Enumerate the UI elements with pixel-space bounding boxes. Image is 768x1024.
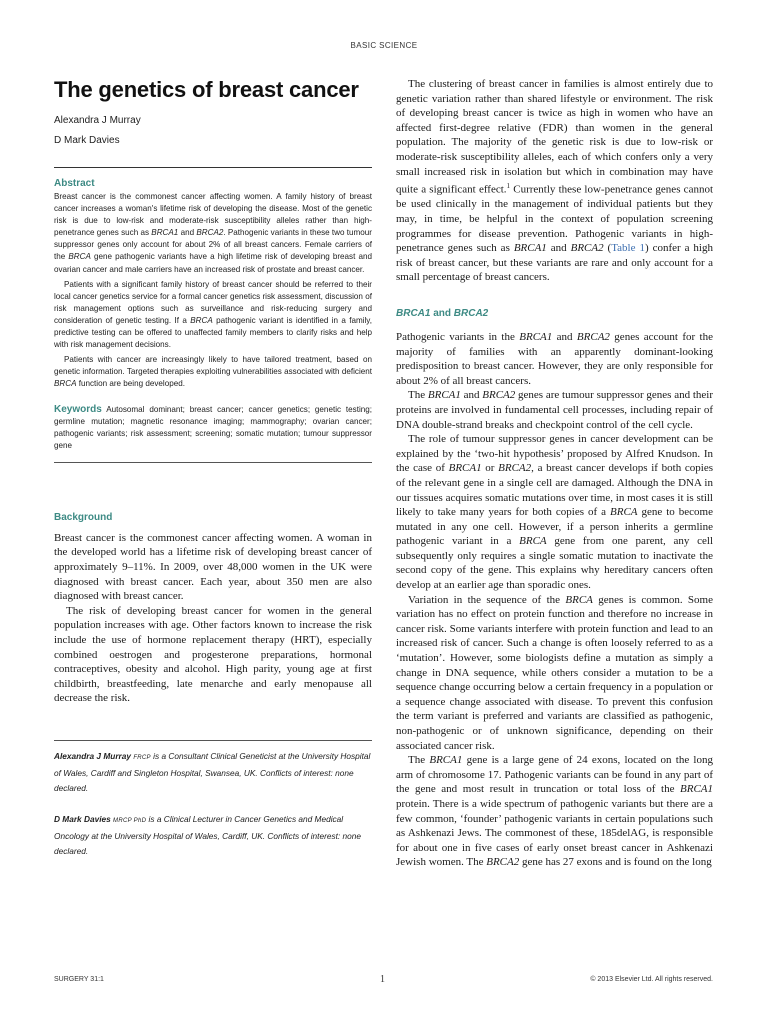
body-paragraph: Breast cancer is the commonest cancer affecting women. A woman in the developed world has a lifetime risk of developing breast cancer of approximately 9–11%. In 2009, over 48,000 women in the UK were diagnosed with breast cancer. Each year, about 350 men are also diagnosed with breast cancer. bbox=[54, 531, 372, 603]
author-affiliations bbox=[54, 740, 372, 859]
article-title: The genetics of breast cancer bbox=[54, 77, 359, 102]
abstract-paragraph: Patients with a significant family history of breast cancer should be referred to their local cancer genetics service for a formal cancer genetics risk assessment, discussion of risk management options such as surveillance and risk-reducing surgery and consideration of genetic testing. If a BRCA pathogenic variant is identified in a family, predictive testing can be offered to unaffected family members to clarify risks and help with risk management decisions. bbox=[54, 279, 372, 350]
brca-heading: BRCA1 and BRCA2 bbox=[396, 307, 489, 319]
abstract-section bbox=[54, 167, 372, 452]
background-heading: Background bbox=[54, 511, 113, 523]
body-paragraph: The risk of developing breast cancer for women in the general population increases with age. Other factors known to increase the risk include the use of hormone replacement therapy (HRT), especially combined oestrogen and progesterone preparations, hormonal contraceptives, obesity and alcohol. High parity, young age at first childbirth, breastfeeding, late menarche and early menopause all decrease the risk. bbox=[54, 604, 372, 705]
abstract-paragraph: Breast cancer is the commonest cancer affecting women. A family history of breast cancer increases a woman's lifetime risk of developing the disease. Most of the genetic risk is due to low-risk and moderate-risk susceptibility alleles rather than high-penetrance genes such as BRCA1 and BRCA2. Pathogenic variants in these two tumour suppressor genes only account for about 2% of all breast cancers. Female carriers of the BRCA gene pathogenic variants have a high lifetime risk of developing breast and ovarian cancer and male carriers have an increased risk of prostate and breast cancer. bbox=[54, 192, 372, 274]
affiliation-note: Alexandra J Murray FRCP is a Consultant Clinical Geneticist at the University Hospital of Wales, Cardiff and Singleton Hospital, Swansea, UK. Conflicts of interest: none declared. bbox=[54, 751, 371, 793]
section-header: BASIC SCIENCE bbox=[350, 41, 418, 50]
body-paragraph: Variation in the sequence of the BRCA genes is common. Some variation has no effect on protein function and therefore no increase in cancer risk. Some variants interfere with protein function and lead to an increased risk of cancer. Such a change is often loosely referred to as a ‘mutation’. However, some biologists define a mutation as simply a change in DNA sequence, while others consider a mutation to be a sequence change occurring below a certain frequency in a population or a sequence change associated with disease. To prevent this confusion the term variant is preferred and variants are classified as pathogenic, non-pathogenic or of unknown significance, depending on their associated cancer risk. bbox=[396, 593, 713, 752]
keywords-label: Keywords bbox=[54, 403, 102, 415]
abstract-heading: Abstract bbox=[54, 178, 95, 189]
page-number: 1 bbox=[380, 974, 385, 985]
body-paragraph: The BRCA1 and BRCA2 genes are tumour suppressor genes and their proteins are involved in fundamental cell processes, including repair of DNA double-strand breaks and checkpoint control of the cell cycle. bbox=[396, 389, 713, 431]
author-name: Alexandra J Murray bbox=[54, 115, 141, 126]
journal-footer: SURGERY 31:1 bbox=[54, 976, 104, 983]
body-paragraph: Pathogenic variants in the BRCA1 and BRCA2 genes account for the majority of families with an apparently dominant-looking predisposition to breast cancer. However, they are only responsible for about 2% of all breast cancers. bbox=[396, 330, 713, 387]
copyright-footer: © 2013 Elsevier Ltd. All rights reserved. bbox=[590, 976, 713, 983]
abstract-paragraph: Patients with cancer are increasingly likely to have tailored treatment, based on genetic information. Targeted therapies exploiting vulnerabilities associated with deficient BRCA function are being developed. bbox=[54, 355, 372, 389]
body-paragraph: The clustering of breast cancer in families is almost entirely due to genetic variation rather than shared lifestyle or environment. The risk of developing breast cancer is twice as high in women who have an affected first-degree relative (FDR) than women in the general population. The majority of the genetic risk is due to low-risk or moderate-risk susceptibility alleles, each of which confers only a very small increased risk in isolation but which in combination may have quite a significant effect.$^1$ Currently these low-penetrance genes cannot be used clinically in the management of individual patients but they may, in time, be helpful in the context of population screening programmes for disease prevention. Pathogenic variants in high-penetrance genes such as BRCA1 and BRCA2 (Table 1) confer a high risk of breast cancer, but these variants are rare and only account for a small percentage of breast cancers. bbox=[396, 78, 714, 284]
body-paragraph: The role of tumour suppressor genes in cancer development can be explained by the ‘two-hit hypothesis’ proposed by Alfred Knudson. In the case of BRCA1 or BRCA2, a breast cancer develops if both copies of the relevant gene in a single cell are damaged. Although the DNA in our tissues acquires somatic mutations over time, in most cases it is still likely to take many years for both copies of a BRCA gene to become mutated in any one cell. However, if a person inherits a germline pathogenic variant in a BRCA gene from one parent, any cell subsequently only requires a single somatic mutation to inactivate the second copy of the gene. This explains why hereditary cancers often develop at an earlier age than sporadic ones. bbox=[396, 433, 714, 592]
right-column bbox=[396, 77, 713, 870]
keywords: Keywords Autosomal dominant; breast cancer; cancer genetics; genetic testing; germline mutation; magnetic resonance imaging; mammography; ovarian cancer; pathogenic variants; risk assessment; screening; somatic mutation; tumour suppressor gene bbox=[54, 403, 372, 450]
author-name: D Mark Davies bbox=[54, 135, 120, 146]
left-column bbox=[54, 76, 372, 859]
table-1-link[interactable]: Table 1 bbox=[611, 242, 645, 255]
background-section bbox=[54, 462, 372, 706]
body-paragraph: The BRCA1 gene is a large gene of 24 exons, located on the long arm of chromosome 17. Pathogenic variants can be found in any part of the gene and most result in truncation or total loss of the BRCA1 protein. There is a wide spectrum of pathogenic variants but there are a few common, ‘founder’ pathogenic variants in certain populations such as Ashkenazi Jews. The commonest of these, 185delAG, is responsible for about one in five cases of early onset breast cancer in Ashkenazi Jewish women. The BRCA2 gene has 27 exons and is found on the long bbox=[396, 754, 713, 869]
affiliation-note: D Mark Davies MRCP PhD is a Clinical Lecturer in Cancer Genetics and Medical Oncology at the University Hospital of Wales, Cardiff, UK. Conflicts of interest: none declared. bbox=[54, 814, 361, 856]
